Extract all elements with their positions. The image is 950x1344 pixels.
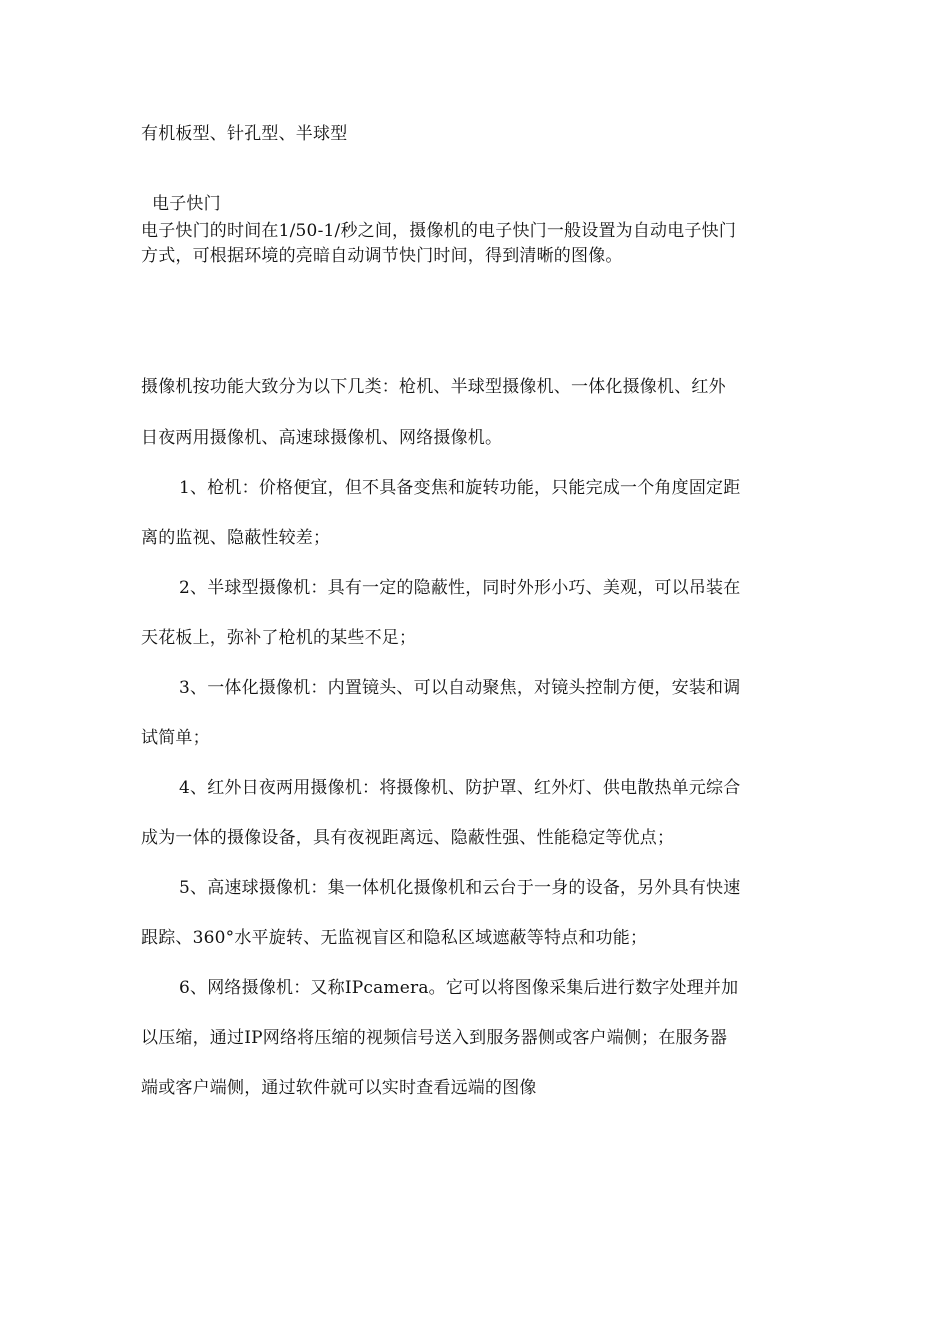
item-1-line-2: 离的监视、隐蔽性较差； — [141, 528, 331, 548]
shutter-desc-line-1: 电子快门的时间在1/50-1/秒之间，摄像机的电子快门一般设置为自动电子快门 — [141, 221, 737, 241]
item-1-line-1: 1、枪机：价格便宜，但不具备变焦和旋转功能，只能完成一个角度固定距 — [179, 478, 741, 498]
item-4-line-1: 4、红外日夜两用摄像机：将摄像机、防护罩、红外灯、供电散热单元综合 — [179, 778, 741, 798]
item-6-line-1: 6、网络摄像机：又称IPcamera。它可以将图像采集后进行数字处理并加 — [179, 978, 739, 998]
item-4-line-2: 成为一体的摄像设备，具有夜视距离远、隐蔽性强、性能稳定等优点； — [141, 828, 675, 848]
item-2-line-1: 2、半球型摄像机：具有一定的隐蔽性，同时外形小巧、美观，可以吊装在 — [179, 578, 741, 598]
intro-line-2: 日夜两用摄像机、高速球摄像机、网络摄像机。 — [141, 428, 503, 448]
item-3-line-2: 试简单； — [141, 728, 210, 748]
shutter-desc-line-2: 方式，可根据环境的亮暗自动调节快门时间，得到清晰的图像。 — [141, 246, 623, 266]
intro-line-1: 摄像机按功能大致分为以下几类：枪机、半球型摄像机、一体化摄像机、红外 — [141, 377, 726, 397]
item-5-line-2: 跟踪、360°水平旋转、无监视盲区和隐私区域遮蔽等特点和功能； — [141, 928, 648, 948]
item-3-line-1: 3、一体化摄像机：内置镜头、可以自动聚焦，对镜头控制方便，安装和调 — [179, 678, 741, 698]
item-6-line-2: 以压缩，通过IP网络将压缩的视频信号送入到服务器侧或客户端侧；在服务器 — [141, 1028, 728, 1048]
item-6-line-3: 端或客户端侧，通过软件就可以实时查看远端的图像 — [141, 1078, 537, 1098]
item-5-line-1: 5、高速球摄像机：集一体机化摄像机和云台于一身的设备，另外具有快速 — [179, 878, 741, 898]
item-2-line-2: 天花板上，弥补了枪机的某些不足； — [141, 628, 417, 648]
shutter-heading: 电子快门 — [152, 194, 221, 214]
lens-types-line: 有机板型、针孔型、半球型 — [141, 124, 348, 144]
